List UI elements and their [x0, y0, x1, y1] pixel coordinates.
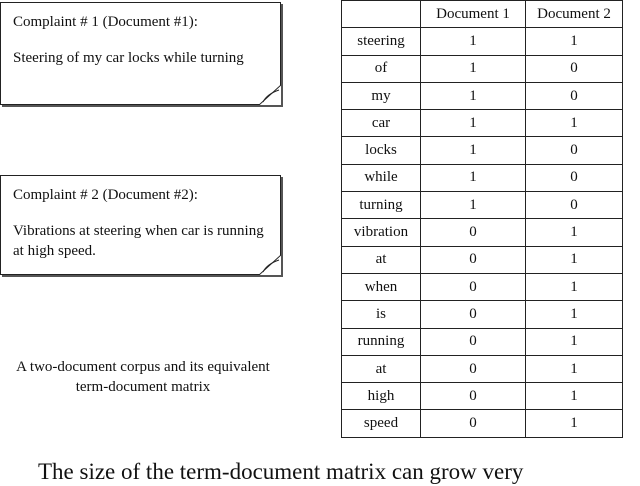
- term-cell: while: [342, 164, 421, 191]
- complaint-1-note: [0, 2, 281, 105]
- table-body: [342, 28, 623, 437]
- count-cell: 1: [421, 110, 526, 137]
- term-cell: my: [342, 82, 421, 109]
- table-row: [342, 328, 623, 355]
- table-row: [342, 82, 623, 109]
- complaint-1-title: Complaint # 1 (Document #1):: [13, 14, 198, 30]
- table-row: [342, 192, 623, 219]
- count-cell: 1: [526, 110, 623, 137]
- header-cell: Document 1: [421, 1, 526, 28]
- count-cell: 1: [421, 137, 526, 164]
- count-cell: 0: [421, 328, 526, 355]
- count-cell: 1: [526, 301, 623, 328]
- term-cell: turning: [342, 192, 421, 219]
- term-cell: running: [342, 328, 421, 355]
- header-cell: Document 2: [526, 1, 623, 28]
- table-row: [342, 383, 623, 410]
- table-row: [342, 55, 623, 82]
- table-row: [342, 355, 623, 382]
- count-cell: 0: [526, 82, 623, 109]
- count-cell: 0: [421, 273, 526, 300]
- table-row: [342, 110, 623, 137]
- count-cell: 0: [526, 192, 623, 219]
- count-cell: 0: [421, 301, 526, 328]
- count-cell: 0: [421, 410, 526, 437]
- count-cell: 1: [526, 328, 623, 355]
- term-cell: speed: [342, 410, 421, 437]
- body-text: The size of the term-document matrix can grow very: [38, 459, 524, 484]
- page-curl-icon: [259, 255, 281, 275]
- count-cell: 0: [421, 219, 526, 246]
- table-row: [342, 164, 623, 191]
- table-header-row: [342, 1, 623, 28]
- term-cell: at: [342, 246, 421, 273]
- term-cell: car: [342, 110, 421, 137]
- term-document-matrix: [341, 0, 623, 438]
- complaint-2-body: Vibrations at steering when car is running at high speed.: [13, 223, 264, 259]
- term-cell: locks: [342, 137, 421, 164]
- count-cell: 1: [526, 273, 623, 300]
- table-row: [342, 301, 623, 328]
- figure-caption: A two-document corpus and its equivalent term-document matrix: [16, 359, 270, 395]
- count-cell: 0: [421, 355, 526, 382]
- count-cell: 1: [421, 82, 526, 109]
- count-cell: 1: [526, 355, 623, 382]
- count-cell: 1: [421, 164, 526, 191]
- term-cell: vibration: [342, 219, 421, 246]
- complaint-2-note: [0, 175, 281, 275]
- header-cell: [342, 1, 421, 28]
- count-cell: 1: [421, 192, 526, 219]
- term-cell: when: [342, 273, 421, 300]
- page-curl-icon: [259, 85, 281, 105]
- term-cell: is: [342, 301, 421, 328]
- count-cell: 0: [526, 164, 623, 191]
- table-row: [342, 28, 623, 55]
- count-cell: 1: [421, 55, 526, 82]
- table-row: [342, 219, 623, 246]
- count-cell: 1: [526, 383, 623, 410]
- term-cell: high: [342, 383, 421, 410]
- term-cell: at: [342, 355, 421, 382]
- count-cell: 1: [526, 219, 623, 246]
- table-row: [342, 137, 623, 164]
- term-cell: of: [342, 55, 421, 82]
- count-cell: 1: [526, 246, 623, 273]
- table-row: [342, 246, 623, 273]
- count-cell: 0: [421, 383, 526, 410]
- term-cell: steering: [342, 28, 421, 55]
- complaint-1-body: Steering of my car locks while turning: [13, 50, 244, 66]
- table-row: [342, 410, 623, 437]
- count-cell: 0: [526, 137, 623, 164]
- count-cell: 0: [421, 246, 526, 273]
- count-cell: 1: [421, 28, 526, 55]
- count-cell: 1: [526, 410, 623, 437]
- count-cell: 1: [526, 28, 623, 55]
- count-cell: 0: [526, 55, 623, 82]
- table-row: [342, 273, 623, 300]
- complaint-2-title: Complaint # 2 (Document #2):: [13, 187, 198, 203]
